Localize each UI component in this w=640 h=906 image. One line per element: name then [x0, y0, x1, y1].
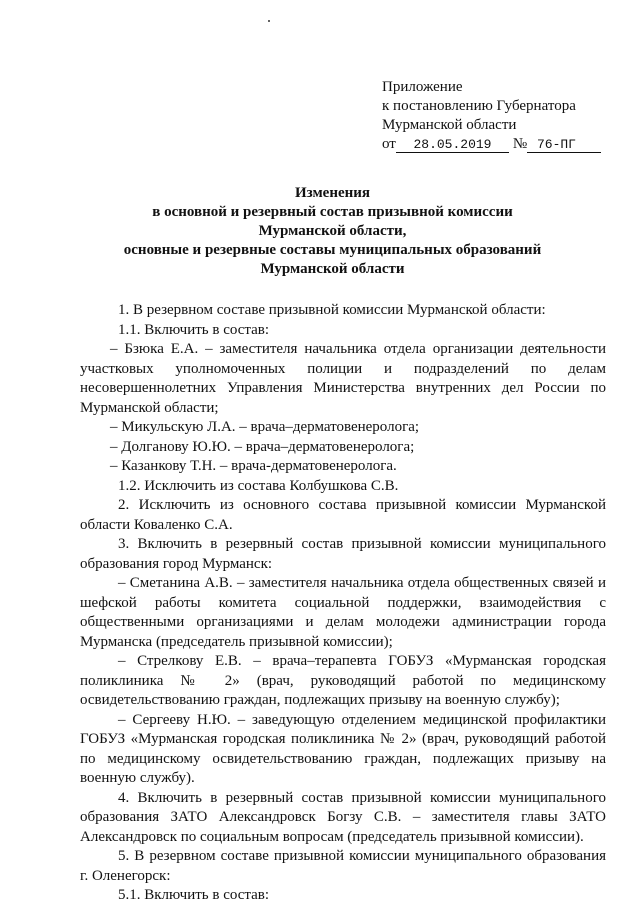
paragraph: – Долганову Ю.Ю. – врача–дерматовенеролога; — [110, 438, 415, 455]
number-label: № — [512, 136, 528, 152]
paragraph: 4. Включить в резервный состав призывной комиссии муниципального образования ЗАТО Александровск Богзу С.В. – заместителя главы ЗАТО Александровск по социальным вопросам (председатель призывной комиссии). — [80, 789, 606, 845]
appendix-decree-line: к постановлению Губернатора — [382, 98, 576, 114]
title-line-2: в основной и резервный состав призывной комиссии — [152, 204, 513, 220]
document-title — [60, 184, 605, 279]
document-body — [80, 301, 606, 906]
title-line-1: Изменения — [294, 185, 371, 201]
decree-number: 76-ПГ — [527, 137, 601, 153]
appendix-date-line — [382, 135, 601, 154]
paragraph: – Бзюка Е.А. – заместителя начальника отдела организации деятельности участковых уполномоченных полиции и подразделений по делам несовершеннолетних Управления Министерства внутренних дел России по Мурманской области; — [80, 341, 606, 416]
paragraph: 1.1. Включить в состав: — [118, 321, 270, 338]
scan-speck — [268, 20, 270, 22]
appendix-heading: Приложение — [382, 79, 463, 95]
appendix-block — [382, 78, 601, 154]
paragraph: – Казанкову Т.Н. – врача-дерматовенеролога. — [110, 458, 397, 474]
paragraph: – Сергееву Н.Ю. – заведующую отделением медицинской профилактики ГОБУЗ «Мурманская городская поликлиника № 2» (врач, руководящий работой по медицинскому освидетельствованию граждан, подлежащих призыву на военную службу). — [80, 711, 606, 786]
title-line-3: Мурманской области, — [258, 223, 407, 239]
title-line-5: Мурманской области — [260, 261, 405, 277]
decree-date: 28.05.2019 — [396, 137, 509, 153]
appendix-region-line: Мурманской области — [382, 117, 517, 133]
paragraph: 1. В резервном составе призывной комиссии Мурманской области: — [118, 302, 546, 318]
paragraph: 2. Исключить из основного состава призывной комиссии Мурманской области Коваленко С.А. — [80, 497, 606, 533]
paragraph: 3. Включить в резервный состав призывной комиссии муниципального образования город Мурманск: — [80, 536, 606, 572]
paragraph: 5. В резервном составе призывной комиссии муниципального образования г. Оленегорск: — [80, 848, 606, 884]
paragraph: – Микульскую Л.А. – врача–дерматовенеролога; — [110, 419, 420, 435]
paragraph: – Сметанина А.В. – заместителя начальника отдела общественных связей и шефской работы комитета социальной поддержки, взаимодействия с общественными организациями и делам молодежи администрации города Мурманска (председатель призывной комиссии); — [80, 575, 606, 650]
paragraph: – Стрелкову Е.В. – врача–терапевта ГОБУЗ «Мурманская городская поликлиника № 2» (врач, руководящий работой по медицинскому освидетельствованию граждан, подлежащих призыву на военную службу); — [80, 653, 606, 708]
paragraph: 5.1. Включить в состав: — [118, 887, 270, 903]
paragraph: 1.2. Исключить из состава Колбушкова С.В. — [118, 477, 399, 494]
from-label: от — [382, 136, 396, 152]
title-line-4: основные и резервные составы муниципальных образований — [123, 242, 542, 258]
